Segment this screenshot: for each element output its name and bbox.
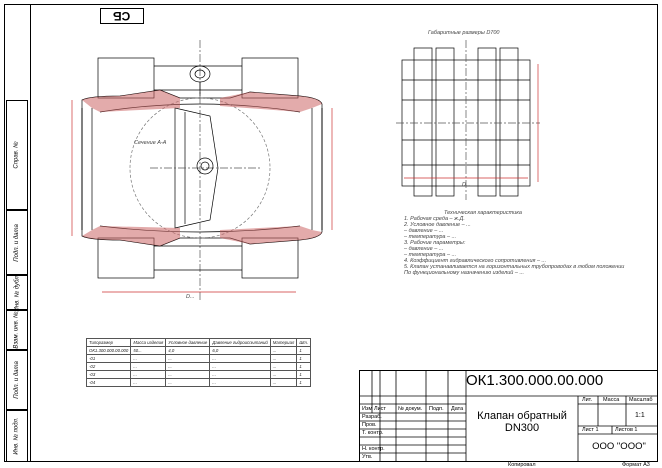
- col-header-signature: Подп.: [429, 406, 444, 412]
- spec-note: – температура – ...: [404, 252, 457, 258]
- lit-label: Лит.: [582, 397, 593, 403]
- dim-bottom: D...: [462, 182, 471, 188]
- side-label-dup-inv: Инв. № дубл.: [14, 274, 20, 311]
- table-cell: ОК1.300.000.00.000: [87, 347, 131, 355]
- sheet-number: Лист 1: [582, 427, 599, 433]
- role-approved: Утв.: [362, 454, 373, 460]
- side-label-sign-date-2: Подп. и дата: [14, 361, 20, 399]
- table-cell: ...: [131, 379, 166, 387]
- spec-note: 5. Клапан устанавливается на горизонтальных трубопроводах в любом положении: [404, 264, 625, 270]
- table-cell: ...: [210, 379, 270, 387]
- table-cell: ...: [166, 379, 210, 387]
- table-cell: ...: [270, 371, 297, 379]
- role-developer: Разраб.: [362, 414, 382, 420]
- dim-right: D...: [186, 294, 195, 300]
- spec-note: По функциональному назначению изделий – ...: [404, 270, 525, 276]
- side-label-replace-inv: Взам. инв. №: [14, 311, 20, 349]
- col-header-sheet: Лист: [374, 406, 386, 412]
- table-cell: -04: [87, 379, 131, 387]
- role-checker: Пров.: [362, 422, 377, 428]
- spec-note: – давление – ...: [404, 228, 444, 234]
- table-cell: ...: [210, 363, 270, 371]
- overall-dims-label: Габаритные размеры D700: [428, 30, 500, 36]
- col-header-date: Дата: [451, 406, 464, 412]
- role-tech-control: Т. контр.: [362, 430, 384, 436]
- table-cell: 4,0: [166, 347, 210, 355]
- spec-note: 4. Коэффициент гидравлического сопротивления – ...: [404, 258, 547, 264]
- table-cell: ...: [270, 347, 297, 355]
- table-cell: ...: [166, 363, 210, 371]
- format-label: Формат А3: [622, 462, 650, 468]
- section-label: Сечение А-А: [134, 140, 167, 146]
- table-header-cell: Давление гидроиспытаний: [210, 339, 270, 347]
- spec-notes-title: Техническая характеристика: [444, 210, 522, 216]
- organization-name: ООО "ООО": [592, 441, 646, 452]
- spec-note: 1. Рабочая среда – ж.Д.: [404, 216, 465, 222]
- drawing-title: Клапан обратный DN300: [477, 410, 567, 434]
- side-label-sign-date: Подп. и дата: [14, 223, 20, 262]
- drawing-designation: ОК1.300.000.00.000: [466, 372, 604, 389]
- table-cell: 1: [297, 347, 311, 355]
- table-cell: ...: [166, 371, 210, 379]
- table-cell: ...: [166, 355, 210, 363]
- table-cell: 6,0: [210, 347, 270, 355]
- side-label-orig-inv: Инв. № подл.: [14, 417, 21, 455]
- spec-note: – давление – ...: [404, 246, 444, 252]
- table-cell: ...: [270, 363, 297, 371]
- table-cell: ...: [131, 355, 166, 363]
- table-cell: ...: [131, 371, 166, 379]
- scale-value: 1:1: [635, 412, 645, 419]
- table-cell: 1: [297, 379, 311, 387]
- side-label-reference: Справ. №: [14, 141, 20, 169]
- role-norm-control: Н. контр.: [362, 446, 385, 452]
- table-cell: ...: [210, 371, 270, 379]
- table-header-cell: Шт.: [297, 339, 311, 347]
- spec-note: – температура – ...: [404, 234, 457, 240]
- table-cell: ...: [210, 355, 270, 363]
- table-cell: 1: [297, 363, 311, 371]
- table-cell: ...: [131, 363, 166, 371]
- col-header-change: Изм: [362, 406, 373, 412]
- spec-note: 3. Рабочие параметры:: [404, 240, 466, 246]
- mass-label: Масса: [603, 397, 620, 403]
- copied-label: Копировал: [508, 462, 536, 468]
- table-cell: 1: [297, 355, 311, 363]
- sheet-count: Листов 1: [615, 427, 638, 433]
- table-cell: -03: [87, 371, 131, 379]
- top-stamp-text: CБ: [113, 9, 131, 23]
- col-header-doc-number: № докум.: [398, 406, 423, 412]
- table-cell: 50...: [131, 347, 166, 355]
- table-cell: -02: [87, 363, 131, 371]
- spec-note: 2. Условное давление – ...: [404, 222, 471, 228]
- table-cell: 1: [297, 371, 311, 379]
- table-cell: ...: [270, 355, 297, 363]
- scale-label: Масштаб: [629, 397, 653, 403]
- table-header-cell: Материал: [270, 339, 297, 347]
- table-header-cell: Типоразмер: [87, 339, 131, 347]
- table-cell: -01: [87, 355, 131, 363]
- table-header-cell: Условное давление: [166, 339, 210, 347]
- table-cell: ...: [270, 379, 297, 387]
- table-header-cell: Масса изделия: [131, 339, 166, 347]
